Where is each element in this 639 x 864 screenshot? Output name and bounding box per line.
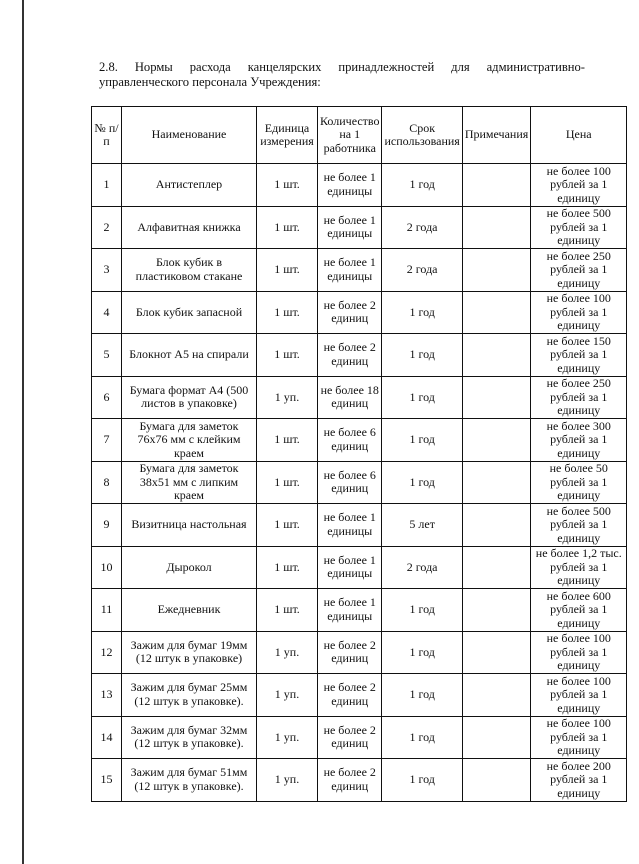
cell-name: Антистеплер bbox=[122, 164, 257, 207]
cell-notes bbox=[462, 334, 530, 377]
cell-name: Алфавитная книжка bbox=[122, 206, 257, 249]
col-header-unit: Единица измерения bbox=[257, 107, 318, 164]
cell-name: Бумага формат А4 (500 листов в упаковке) bbox=[122, 376, 257, 419]
cell-price: не более 500 рублей за 1 единицу bbox=[531, 206, 627, 249]
cell-name: Блок кубик в пластиковом стакане bbox=[122, 249, 257, 292]
cell-price: не более 100 рублей за 1 единицу bbox=[531, 631, 627, 674]
cell-notes bbox=[462, 249, 530, 292]
cell-term: 2 года bbox=[382, 546, 462, 589]
table-row bbox=[92, 504, 627, 547]
cell-price: не более 100 рублей за 1 единицу bbox=[531, 291, 627, 334]
cell-number: 1 bbox=[92, 164, 122, 207]
cell-unit: 1 уп. bbox=[257, 631, 318, 674]
scan-edge-line bbox=[22, 0, 24, 864]
cell-notes bbox=[462, 759, 530, 802]
cell-unit: 1 шт. bbox=[257, 504, 318, 547]
table-row bbox=[92, 461, 627, 504]
cell-unit: 1 уп. bbox=[257, 759, 318, 802]
cell-unit: 1 шт. bbox=[257, 164, 318, 207]
table-row bbox=[92, 376, 627, 419]
cell-price: не более 200 рублей за 1 единицу bbox=[531, 759, 627, 802]
cell-unit: 1 уп. bbox=[257, 376, 318, 419]
cell-number: 10 bbox=[92, 546, 122, 589]
cell-unit: 1 шт. bbox=[257, 334, 318, 377]
cell-quantity: не более 2 единиц bbox=[318, 334, 382, 377]
cell-unit: 1 шт. bbox=[257, 206, 318, 249]
cell-notes bbox=[462, 164, 530, 207]
cell-price: не более 250 рублей за 1 единицу bbox=[531, 376, 627, 419]
cell-notes bbox=[462, 716, 530, 759]
table-row bbox=[92, 334, 627, 377]
cell-quantity: не более 2 единиц bbox=[318, 291, 382, 334]
cell-quantity: не более 1 единицы bbox=[318, 546, 382, 589]
cell-notes bbox=[462, 206, 530, 249]
cell-term: 1 год bbox=[382, 376, 462, 419]
cell-term: 1 год bbox=[382, 461, 462, 504]
table-row bbox=[92, 164, 627, 207]
cell-notes bbox=[462, 291, 530, 334]
cell-price: не более 1,2 тыс. рублей за 1 единицу bbox=[531, 546, 627, 589]
cell-term: 1 год bbox=[382, 291, 462, 334]
cell-price: не более 50 рублей за 1 единицу bbox=[531, 461, 627, 504]
cell-price: не более 500 рублей за 1 единицу bbox=[531, 504, 627, 547]
cell-term: 1 год bbox=[382, 589, 462, 632]
cell-price: не более 300 рублей за 1 единицу bbox=[531, 419, 627, 462]
cell-quantity: не более 2 единиц bbox=[318, 716, 382, 759]
cell-notes bbox=[462, 631, 530, 674]
cell-number: 14 bbox=[92, 716, 122, 759]
table-row bbox=[92, 716, 627, 759]
table-row bbox=[92, 631, 627, 674]
table-row bbox=[92, 546, 627, 589]
cell-term: 1 год bbox=[382, 334, 462, 377]
cell-number: 2 bbox=[92, 206, 122, 249]
cell-quantity: не более 2 единиц bbox=[318, 631, 382, 674]
cell-price: не более 250 рублей за 1 единицу bbox=[531, 249, 627, 292]
cell-term: 1 год bbox=[382, 631, 462, 674]
cell-quantity: не более 6 единиц bbox=[318, 461, 382, 504]
col-header-quantity: Количество на 1 работника bbox=[318, 107, 382, 164]
cell-name: Зажим для бумаг 51мм (12 штук в упаковке). bbox=[122, 759, 257, 802]
cell-unit: 1 шт. bbox=[257, 419, 318, 462]
cell-unit: 1 шт. bbox=[257, 589, 318, 632]
table-row bbox=[92, 291, 627, 334]
cell-term: 1 год bbox=[382, 759, 462, 802]
table-row bbox=[92, 589, 627, 632]
cell-unit: 1 шт. bbox=[257, 546, 318, 589]
section-heading: 2.8. Нормы расхода канцелярских принадлежностей для административно-управленческого персонала Учреждения: bbox=[99, 60, 585, 89]
cell-notes bbox=[462, 674, 530, 717]
cell-number: 15 bbox=[92, 759, 122, 802]
cell-price: не более 150 рублей за 1 единицу bbox=[531, 334, 627, 377]
cell-unit: 1 шт. bbox=[257, 291, 318, 334]
table-row bbox=[92, 419, 627, 462]
cell-term: 1 год bbox=[382, 419, 462, 462]
cell-quantity: не более 1 единицы bbox=[318, 504, 382, 547]
cell-term: 1 год bbox=[382, 674, 462, 717]
cell-notes bbox=[462, 546, 530, 589]
cell-number: 7 bbox=[92, 419, 122, 462]
cell-price: не более 600 рублей за 1 единицу bbox=[531, 589, 627, 632]
cell-number: 13 bbox=[92, 674, 122, 717]
cell-notes bbox=[462, 461, 530, 504]
cell-unit: 1 уп. bbox=[257, 716, 318, 759]
cell-name: Зажим для бумаг 25мм (12 штук в упаковке). bbox=[122, 674, 257, 717]
cell-number: 9 bbox=[92, 504, 122, 547]
cell-name: Визитница настольная bbox=[122, 504, 257, 547]
cell-term: 1 год bbox=[382, 164, 462, 207]
cell-term: 2 года bbox=[382, 206, 462, 249]
col-header-term: Срок использования bbox=[382, 107, 462, 164]
table-header-row bbox=[92, 107, 627, 164]
cell-quantity: не более 2 единиц bbox=[318, 759, 382, 802]
cell-name: Зажим для бумаг 19мм (12 штук в упаковке) bbox=[122, 631, 257, 674]
supplies-norms-table bbox=[91, 106, 627, 802]
col-header-price: Цена bbox=[531, 107, 627, 164]
table-row bbox=[92, 674, 627, 717]
cell-quantity: не более 2 единиц bbox=[318, 674, 382, 717]
cell-notes bbox=[462, 376, 530, 419]
cell-unit: 1 шт. bbox=[257, 461, 318, 504]
table-row bbox=[92, 249, 627, 292]
cell-number: 11 bbox=[92, 589, 122, 632]
cell-number: 5 bbox=[92, 334, 122, 377]
cell-name: Зажим для бумаг 32мм (12 штук в упаковке). bbox=[122, 716, 257, 759]
cell-quantity: не более 1 единицы bbox=[318, 164, 382, 207]
cell-quantity: не более 6 единиц bbox=[318, 419, 382, 462]
cell-price: не более 100 рублей за 1 единицу bbox=[531, 716, 627, 759]
cell-name: Бумага для заметок 76x76 мм с клейким краем bbox=[122, 419, 257, 462]
cell-quantity: не более 1 единицы bbox=[318, 206, 382, 249]
cell-quantity: не более 1 единицы bbox=[318, 589, 382, 632]
cell-number: 12 bbox=[92, 631, 122, 674]
cell-name: Ежедневник bbox=[122, 589, 257, 632]
cell-term: 1 год bbox=[382, 716, 462, 759]
cell-name: Бумага для заметок 38x51 мм с липким краем bbox=[122, 461, 257, 504]
cell-unit: 1 шт. bbox=[257, 249, 318, 292]
table-row bbox=[92, 206, 627, 249]
cell-name: Блок кубик запасной bbox=[122, 291, 257, 334]
cell-name: Дырокол bbox=[122, 546, 257, 589]
cell-price: не более 100 рублей за 1 единицу bbox=[531, 164, 627, 207]
cell-quantity: не более 1 единицы bbox=[318, 249, 382, 292]
cell-notes bbox=[462, 504, 530, 547]
col-header-number: № п/п bbox=[92, 107, 122, 164]
col-header-name: Наименование bbox=[122, 107, 257, 164]
cell-number: 4 bbox=[92, 291, 122, 334]
cell-term: 5 лет bbox=[382, 504, 462, 547]
cell-number: 6 bbox=[92, 376, 122, 419]
cell-price: не более 100 рублей за 1 единицу bbox=[531, 674, 627, 717]
cell-unit: 1 уп. bbox=[257, 674, 318, 717]
cell-notes bbox=[462, 419, 530, 462]
col-header-notes: Примечания bbox=[462, 107, 530, 164]
cell-number: 8 bbox=[92, 461, 122, 504]
cell-term: 2 года bbox=[382, 249, 462, 292]
cell-quantity: не более 18 единиц bbox=[318, 376, 382, 419]
cell-notes bbox=[462, 589, 530, 632]
table-row bbox=[92, 759, 627, 802]
cell-name: Блокнот А5 на спирали bbox=[122, 334, 257, 377]
cell-number: 3 bbox=[92, 249, 122, 292]
